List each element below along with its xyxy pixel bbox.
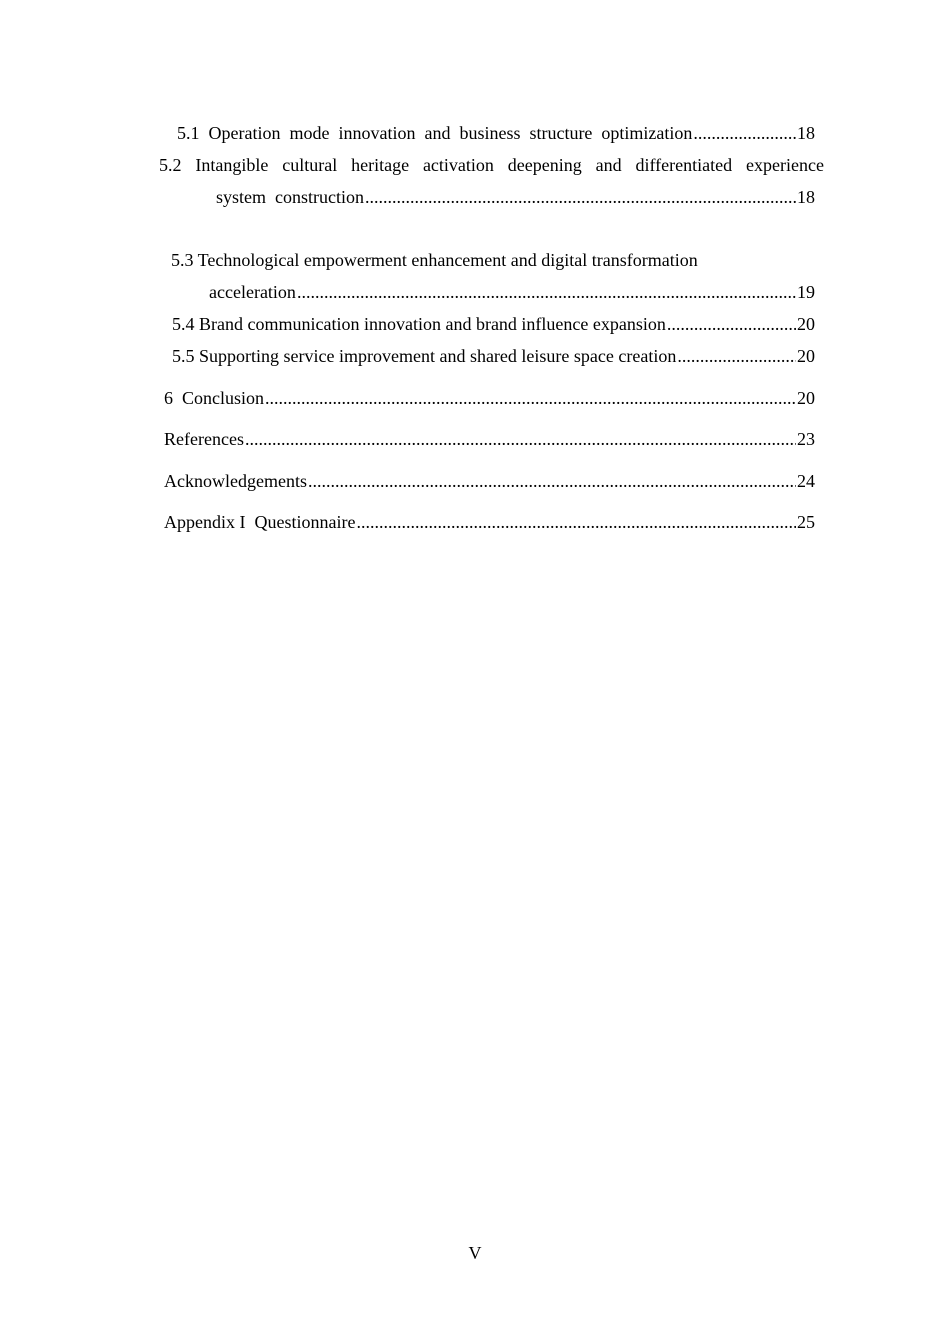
toc-word: deepening: [507, 155, 582, 175]
toc-entry-label: Appendix I Questionnaire: [164, 512, 356, 532]
toc-page-number: 20: [797, 346, 815, 366]
toc-word: 5.2: [159, 155, 182, 175]
toc-entry-label: References: [164, 429, 244, 449]
toc-dot-leader: [245, 428, 796, 450]
page-number-footer: V: [468, 1243, 482, 1263]
toc-dot-leader: [693, 122, 796, 144]
toc-page-number: 18: [797, 187, 815, 207]
toc-entry-5-5: [172, 345, 815, 367]
toc-dot-leader: [365, 186, 796, 208]
toc-page-number: 18: [797, 123, 815, 143]
toc-entry-acknowledgements: [164, 470, 815, 492]
toc-word: heritage: [351, 155, 410, 175]
toc-entry-label: Acknowledgements: [164, 471, 307, 491]
toc-entry-label: system construction: [216, 187, 364, 207]
toc-entry-label: 5.1 Operation mode innovation and business structure optimization: [177, 123, 693, 143]
toc-page-number: 24: [797, 471, 815, 491]
toc-entry-label: 5.5 Supporting service improvement and shared leisure space creation: [172, 346, 677, 366]
toc-entry-label: 6 Conclusion: [164, 388, 265, 408]
toc-page-number: 25: [797, 512, 815, 532]
toc-word: activation: [422, 155, 494, 175]
toc-entry-5-4: [172, 313, 815, 335]
toc-page-number: 19: [797, 282, 815, 302]
toc-page-number: 23: [797, 429, 815, 449]
toc-entry-appendix: [164, 511, 815, 533]
toc-entry-label: 5.4 Brand communication innovation and brand influence expansion: [172, 314, 666, 334]
toc-entry-6: [164, 387, 815, 409]
toc-entry-5-3-line1: 5.3 Technological empowerment enhancement and digital transformation: [171, 250, 698, 270]
toc-page-number: 20: [797, 314, 815, 334]
toc-dot-leader: [677, 345, 796, 367]
toc-entry-references: [164, 428, 815, 450]
toc-entry-label: acceleration: [209, 282, 296, 302]
toc-word: experience: [746, 155, 824, 175]
toc-entry-5-2-line2: [216, 186, 815, 208]
toc-word: and: [595, 155, 622, 175]
toc-word: differentiated: [635, 155, 733, 175]
toc-dot-leader: [308, 470, 796, 492]
toc-entry-5-2-line1: [159, 154, 824, 176]
toc-entry-5-3-line2: [209, 281, 815, 303]
toc-word: cultural: [282, 155, 338, 175]
toc-dot-leader: [265, 387, 796, 409]
toc-dot-leader: [356, 511, 796, 533]
toc-dot-leader: [667, 313, 796, 335]
toc-entry-5-1: [177, 122, 815, 144]
toc-dot-leader: [297, 281, 796, 303]
toc-page-number: 20: [797, 388, 815, 408]
toc-word: Intangible: [195, 155, 269, 175]
